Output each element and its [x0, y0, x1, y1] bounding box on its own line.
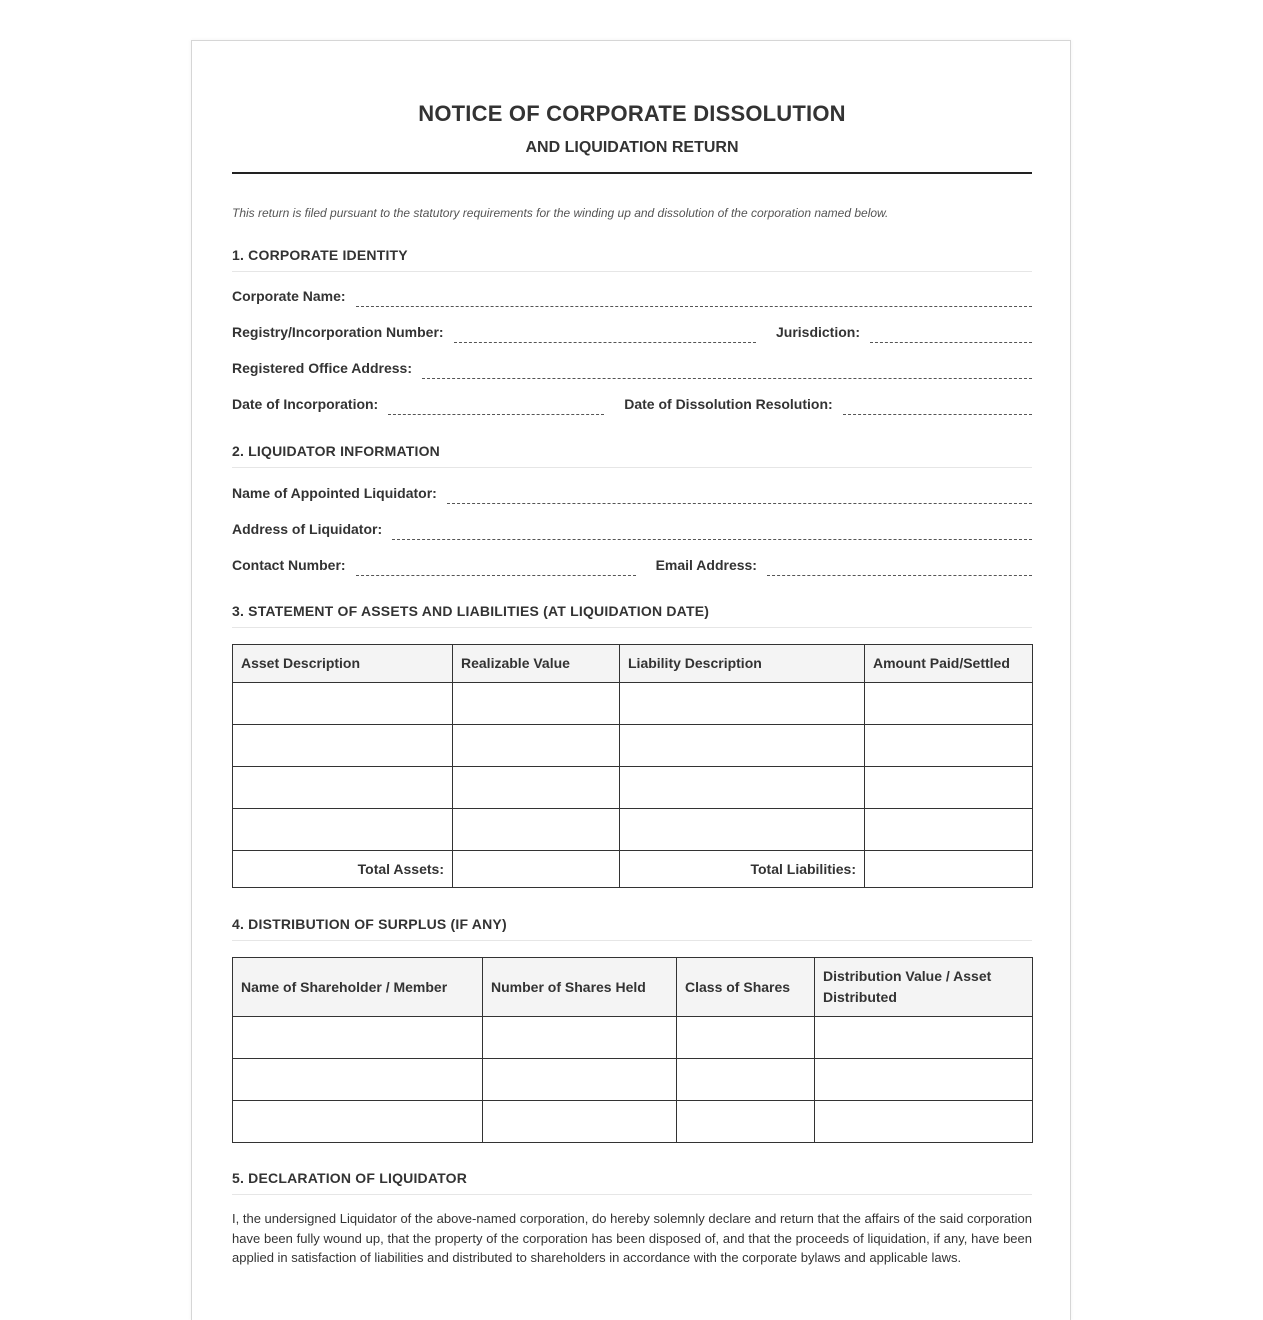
table-cell[interactable]: [865, 725, 1033, 767]
office-address-field[interactable]: [422, 360, 1032, 379]
corporate-name-field[interactable]: [356, 288, 1032, 307]
column-header: Class of Shares: [677, 958, 815, 1017]
table-row: [233, 1059, 1033, 1101]
table-row: [233, 1101, 1033, 1143]
table-cell[interactable]: [677, 1059, 815, 1101]
table-cell[interactable]: [677, 1017, 815, 1059]
assets-liabilities-table: [232, 644, 1033, 888]
registry-row: [232, 321, 1032, 343]
table-row: [233, 1017, 1033, 1059]
table-row: [233, 809, 1033, 851]
totals-row: [233, 851, 1033, 888]
table-cell[interactable]: [620, 767, 865, 809]
column-header: Amount Paid/Settled: [865, 645, 1033, 683]
table-cell[interactable]: [233, 809, 453, 851]
column-header: Name of Shareholder / Member: [233, 958, 483, 1017]
intro-text: This return is filed pursuant to the statutory requirements for the winding up and dissolution of the corporation named below.: [232, 206, 889, 220]
column-header: Number of Shares Held: [483, 958, 677, 1017]
table-row: [233, 767, 1033, 809]
section-heading-declaration: 5. DECLARATION OF LIQUIDATOR: [232, 1170, 1032, 1195]
contact-row: [232, 554, 1032, 576]
column-header: Asset Description: [233, 645, 453, 683]
table-cell[interactable]: [233, 1017, 483, 1059]
liquidator-name-row: [232, 482, 1032, 504]
table-cell[interactable]: [453, 767, 620, 809]
section-heading-assets-liabilities: 3. STATEMENT OF ASSETS AND LIABILITIES (AT LIQUIDATION DATE): [232, 603, 1032, 628]
table-cell[interactable]: [815, 1017, 1033, 1059]
table-cell[interactable]: [677, 1101, 815, 1143]
total-liabilities-field[interactable]: [865, 851, 1033, 888]
section-heading-corporate-identity: 1. CORPORATE IDENTITY: [232, 247, 1032, 272]
section-heading-liquidator-information: 2. LIQUIDATOR INFORMATION: [232, 443, 1032, 468]
dates-row: [232, 393, 1032, 415]
table-cell[interactable]: [233, 1101, 483, 1143]
total-assets-label: Total Assets:: [233, 851, 453, 888]
section-heading-distribution-surplus: 4. DISTRIBUTION OF SURPLUS (IF ANY): [232, 916, 1032, 941]
liquidator-address-row: [232, 518, 1032, 540]
office-address-label: Registered Office Address:: [232, 360, 412, 376]
table-cell[interactable]: [865, 683, 1033, 725]
liquidator-address-field[interactable]: [392, 521, 1032, 540]
table-cell[interactable]: [453, 809, 620, 851]
table-cell[interactable]: [233, 1059, 483, 1101]
table-cell[interactable]: [815, 1059, 1033, 1101]
table-cell[interactable]: [483, 1101, 677, 1143]
email-field[interactable]: [767, 557, 1032, 576]
table-row: [233, 725, 1033, 767]
table-cell[interactable]: [453, 725, 620, 767]
title-divider: [232, 172, 1032, 174]
contact-number-label: Contact Number:: [232, 557, 346, 573]
corporate-name-label: Corporate Name:: [232, 288, 346, 304]
table-row: [233, 683, 1033, 725]
registry-number-label: Registry/Incorporation Number:: [232, 324, 444, 340]
resolution-date-label: Date of Dissolution Resolution:: [624, 396, 833, 412]
registry-number-field[interactable]: [454, 324, 756, 343]
table-cell[interactable]: [453, 683, 620, 725]
table-cell[interactable]: [483, 1059, 677, 1101]
table-cell[interactable]: [233, 683, 453, 725]
liquidator-address-label: Address of Liquidator:: [232, 521, 383, 537]
table-cell[interactable]: [865, 767, 1033, 809]
jurisdiction-field[interactable]: [870, 324, 1032, 343]
table-cell[interactable]: [865, 809, 1033, 851]
document-subtitle: AND LIQUIDATION RETURN: [525, 139, 739, 156]
distribution-table: [232, 957, 1033, 1143]
contact-number-field[interactable]: [356, 557, 636, 576]
total-liabilities-label: Total Liabilities:: [620, 851, 865, 888]
table-cell[interactable]: [620, 809, 865, 851]
liquidator-name-label: Name of Appointed Liquidator:: [232, 485, 437, 501]
jurisdiction-label: Jurisdiction:: [775, 324, 860, 340]
table-cell[interactable]: [620, 683, 865, 725]
liquidator-name-field[interactable]: [447, 485, 1032, 504]
declaration-text: I, the undersigned Liquidator of the above-named corporation, do hereby solemnly declare and return that the affairs of the said corporation have been fully wound up, that the property of the corporation has been disposed of, and that the proceeds of liquidation, if any, have been applied in satisfaction of liabilities and distributed to shareholders in accordance with the corporate bylaws and applicable laws.: [232, 1211, 1032, 1265]
table-cell[interactable]: [233, 725, 453, 767]
incorporation-date-field[interactable]: [388, 396, 604, 415]
resolution-date-field[interactable]: [843, 396, 1032, 415]
table-cell[interactable]: [815, 1101, 1033, 1143]
table-cell[interactable]: [233, 767, 453, 809]
incorporation-date-label: Date of Incorporation:: [232, 396, 379, 412]
office-address-row: [232, 357, 1032, 379]
total-assets-field[interactable]: [453, 851, 620, 888]
document-page: [191, 40, 1071, 1320]
column-header: Liability Description: [620, 645, 865, 683]
column-header: Distribution Value / Asset Distributed: [815, 958, 1033, 1017]
document-title: NOTICE OF CORPORATE DISSOLUTION: [418, 101, 846, 126]
column-header: Realizable Value: [453, 645, 620, 683]
table-cell[interactable]: [620, 725, 865, 767]
corporate-name-row: [232, 285, 1032, 307]
table-cell[interactable]: [483, 1017, 677, 1059]
email-label: Email Address:: [655, 557, 757, 573]
